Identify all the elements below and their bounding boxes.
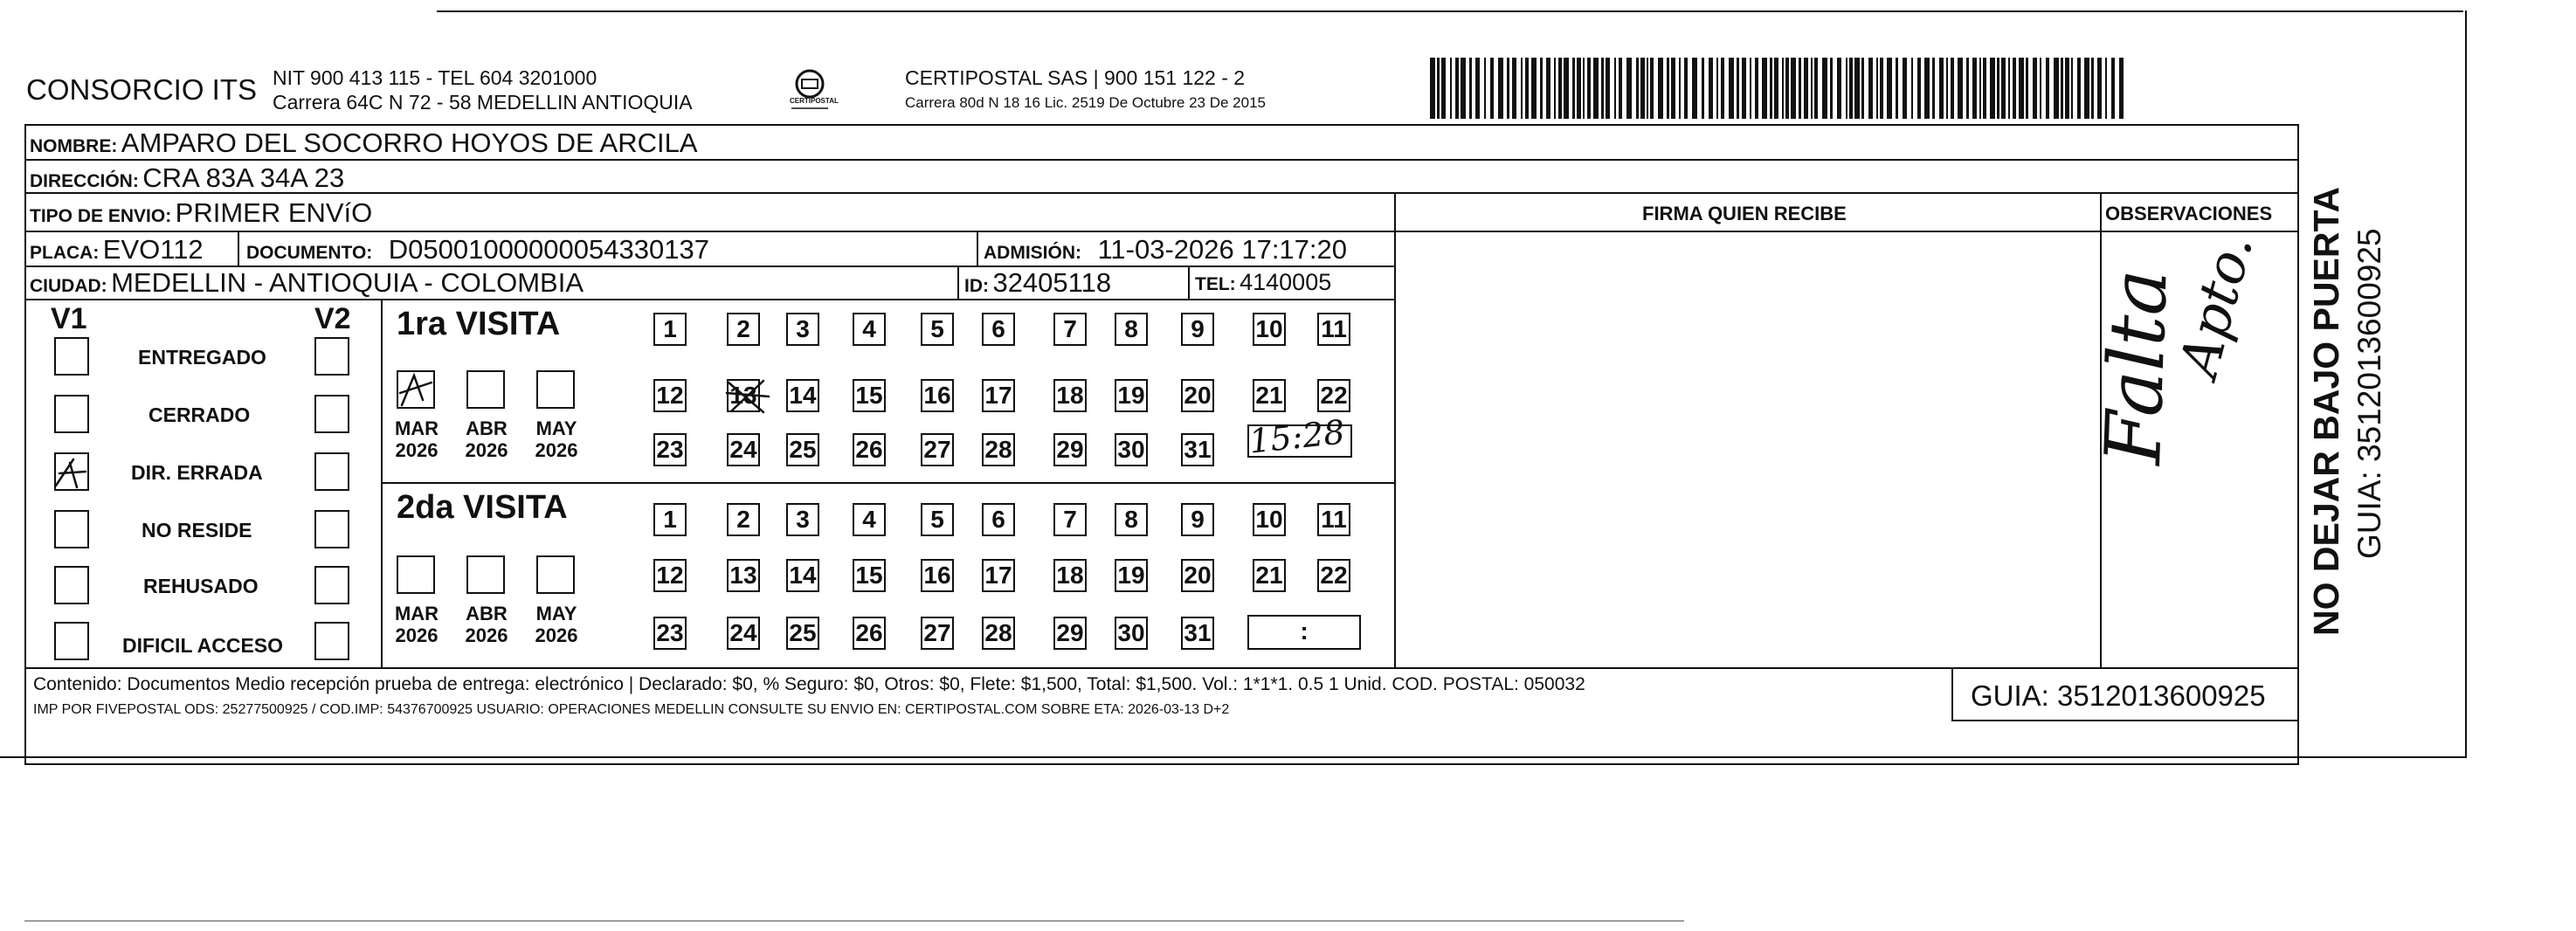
barcode-bar xyxy=(1729,58,1734,119)
visit2-day-26[interactable]: 26 xyxy=(853,617,886,650)
visit2-day-30[interactable]: 30 xyxy=(1115,617,1148,650)
direccion-label: DIRECCIÓN: xyxy=(30,171,139,191)
id-field xyxy=(964,267,1111,299)
visit2-day-25[interactable]: 25 xyxy=(786,617,819,650)
visit1-day-15[interactable]: 15 xyxy=(853,379,886,412)
barcode-bar xyxy=(1966,58,1969,119)
bottom-border-line xyxy=(0,756,2467,758)
barcode-bar xyxy=(1830,58,1833,119)
nombre-label: NOMBRE: xyxy=(30,136,118,156)
barcode-bar xyxy=(1658,58,1663,119)
barcode-bar xyxy=(1990,58,1995,119)
visit1-day-29[interactable]: 29 xyxy=(1053,433,1087,466)
barcode-bar xyxy=(1932,58,1935,119)
status-label-dificil-acceso: DIFICIL ACCESO xyxy=(122,634,284,657)
row-line xyxy=(24,667,2299,669)
visit2-day-23[interactable]: 23 xyxy=(653,617,687,650)
visit2-day-15[interactable]: 15 xyxy=(853,559,886,592)
barcode-bar xyxy=(1721,58,1724,119)
barcode-bar xyxy=(1469,58,1472,119)
barcode-bar xyxy=(1804,58,1808,119)
col-line xyxy=(957,266,959,299)
barcode-bar xyxy=(1626,58,1632,119)
visit2-day-28[interactable]: 28 xyxy=(982,617,1015,650)
barcode-bar xyxy=(1441,58,1446,119)
row-line xyxy=(24,299,1394,300)
v1-checkbox-dificil-acceso[interactable] xyxy=(54,622,89,660)
side-guia-text: GUIA: 3512013600925 xyxy=(2352,228,2387,559)
tel-label: TEL: xyxy=(1195,274,1236,294)
documento-value: D05001000000054330137 xyxy=(388,234,709,265)
visit2-day-4[interactable]: 4 xyxy=(853,503,886,536)
direccion-field xyxy=(30,162,344,194)
visit1-time-handwritten: 15:28 xyxy=(1247,412,1347,461)
visit2-day-13[interactable]: 13 xyxy=(727,559,760,592)
barcode-bar xyxy=(1619,58,1622,119)
barcode-bar xyxy=(2013,58,2016,119)
handwritten-check-mark-icon xyxy=(54,452,89,491)
barcode-bar xyxy=(1430,58,1435,119)
barcode-bar xyxy=(1558,58,1562,119)
barcode-bar xyxy=(1868,58,1873,119)
barcode-bar xyxy=(1911,58,1913,119)
barcode-bar xyxy=(1577,58,1581,119)
barcode-bar xyxy=(1636,58,1639,119)
visit1-day-30[interactable]: 30 xyxy=(1115,433,1148,466)
visit2-day-22[interactable]: 22 xyxy=(1317,559,1350,592)
v1-header: V1 xyxy=(51,302,87,335)
barcode-bar xyxy=(2033,58,2037,119)
barcode-bar xyxy=(1939,58,1944,119)
barcode-bar xyxy=(1774,58,1778,119)
barcode-bar xyxy=(1572,58,1575,119)
visit1-title: 1ra VISITA xyxy=(397,306,561,342)
barcode-bar xyxy=(1903,58,1907,119)
barcode-bar xyxy=(1917,58,1921,119)
visit1-day-25[interactable]: 25 xyxy=(786,433,819,466)
ciudad-value: MEDELLIN - ANTIOQUIA - COLOMBIA xyxy=(111,267,584,298)
guia-box-bottom xyxy=(1951,720,2299,721)
barcode-bar xyxy=(1702,58,1704,119)
barcode-bar xyxy=(1437,58,1440,119)
nombre-value: AMPARO DEL SOCORRO HOYOS DE ARCILA xyxy=(121,128,698,158)
placa-value: EVO112 xyxy=(102,234,204,265)
status-label-entregado: ENTREGADO xyxy=(138,346,266,369)
visit1-day-26[interactable]: 26 xyxy=(853,433,886,466)
barcode-bar xyxy=(1770,58,1772,119)
visit2-day-17[interactable]: 17 xyxy=(982,559,1015,592)
barcode-bar xyxy=(1647,58,1648,119)
barcode-bar xyxy=(2040,58,2041,119)
status-label-dir-errada: DIR. ERRADA xyxy=(131,461,263,484)
barcode-bar xyxy=(1709,58,1713,119)
admision-field xyxy=(984,234,1347,266)
visit2-day-5[interactable]: 5 xyxy=(921,503,954,536)
visit1-day-14[interactable]: 14 xyxy=(786,379,819,412)
company-name: CONSORCIO ITS xyxy=(26,73,258,106)
placa-label: PLACA: xyxy=(30,243,100,263)
visit2-day-7[interactable]: 7 xyxy=(1053,503,1087,536)
visit2-day-18[interactable]: 18 xyxy=(1053,559,1087,592)
visit1-day-1[interactable]: 1 xyxy=(653,313,687,346)
v2-header: V2 xyxy=(314,302,351,335)
visit2-day-3[interactable]: 3 xyxy=(786,503,819,536)
visit1-day-10[interactable]: 10 xyxy=(1253,313,1286,346)
barcode-bar xyxy=(1490,58,1494,119)
visit2-day-27[interactable]: 27 xyxy=(921,617,954,650)
visit1-month-checkbox-mar[interactable] xyxy=(397,370,435,409)
visit2-month-label-abr: ABR 2026 xyxy=(465,603,508,646)
row-line xyxy=(24,159,2299,161)
visit1-day-24[interactable]: 24 xyxy=(727,433,760,466)
barcode-bar xyxy=(1593,58,1599,119)
barcode-bar xyxy=(1498,58,1503,119)
barcode-bar xyxy=(2046,58,2049,119)
barcode-bar xyxy=(2105,58,2107,119)
tipo-envio-field xyxy=(30,197,372,229)
visit1-day-6[interactable]: 6 xyxy=(982,313,1015,346)
barcode-bar xyxy=(2001,58,2006,119)
signature-area[interactable] xyxy=(1398,232,2098,665)
visit2-time-placeholder: : xyxy=(1300,617,1309,645)
barcode-bar xyxy=(1614,58,1616,119)
row-line xyxy=(24,192,2299,194)
barcode-bar xyxy=(1846,58,1847,119)
v2-checkbox-rehusado[interactable] xyxy=(314,566,349,604)
visit1-day-13[interactable]: 13 xyxy=(727,379,760,412)
v1-checkbox-dir-errada[interactable] xyxy=(54,452,89,491)
id-value: 32405118 xyxy=(992,267,1112,298)
barcode-bar xyxy=(1450,58,1452,119)
barcode-bar xyxy=(1951,58,1954,119)
tel-value: 4140005 xyxy=(1240,269,1332,295)
visit2-month-checkbox-may[interactable] xyxy=(536,555,575,594)
barcode-bar xyxy=(1650,58,1654,119)
visit1-day-20[interactable]: 20 xyxy=(1181,379,1214,412)
v1-checkbox-entregado[interactable] xyxy=(54,337,89,376)
ciudad-field xyxy=(30,267,584,299)
v1-checkbox-no-reside[interactable] xyxy=(54,510,89,548)
barcode-bar xyxy=(2091,58,2094,119)
visit1-month-label-mar: MAR 2026 xyxy=(394,417,439,461)
visit2-day-12[interactable]: 12 xyxy=(653,559,687,592)
visit1-day-4[interactable]: 4 xyxy=(853,313,886,346)
visit2-day-29[interactable]: 29 xyxy=(1053,617,1087,650)
barcode-bar xyxy=(1750,58,1751,119)
admision-value: 11-03-2026 17:17:20 xyxy=(1097,234,1348,265)
visit1-day-2[interactable]: 2 xyxy=(727,313,760,346)
barcode-bar xyxy=(1972,58,1977,119)
barcode-bar xyxy=(1484,58,1486,119)
barcode-bar xyxy=(2119,58,2124,119)
visit1-day-28[interactable]: 28 xyxy=(982,433,1015,466)
observaciones-handwriting-line-1: Falta xyxy=(2088,267,2185,466)
placa-field xyxy=(30,234,204,266)
visit2-day-19[interactable]: 19 xyxy=(1115,559,1148,592)
barcode-bar xyxy=(1791,58,1796,119)
documento-label: DOCUMENTO: xyxy=(246,243,373,263)
barcode-bar xyxy=(1684,58,1688,119)
observaciones-handwriting-line-2: Apto. xyxy=(2166,227,2266,383)
visit1-month-checkbox-may[interactable] xyxy=(536,370,575,409)
barcode-bar xyxy=(1546,58,1550,119)
right-border-line xyxy=(2465,10,2467,758)
admision-label: ADMISIÓN: xyxy=(984,243,1081,263)
barcode-bar xyxy=(1876,58,1878,119)
barcode-bar xyxy=(2054,58,2059,119)
visit2-month-label-may: MAY 2026 xyxy=(535,603,578,646)
barcode-bar xyxy=(1997,58,1999,119)
barcode-bar xyxy=(1587,58,1591,119)
certipostal-address: Carrera 80d N 18 16 Lic. 2519 De Octubre 23 De 2015 xyxy=(905,94,1266,111)
barcode-bar xyxy=(1814,58,1818,119)
barcode-bar xyxy=(1716,58,1718,119)
barcode-bar xyxy=(1583,58,1585,119)
barcode-bar xyxy=(1896,58,1898,119)
barcode-bar xyxy=(1762,58,1767,119)
barcode-bar xyxy=(2026,58,2028,119)
visit2-day-1[interactable]: 1 xyxy=(653,503,687,536)
barcode-bar xyxy=(2111,58,2115,119)
barcode-bar xyxy=(1667,58,1669,119)
visit1-month-checkbox-abr[interactable] xyxy=(466,370,505,409)
barcode-bar xyxy=(1979,58,1981,119)
barcode-bar xyxy=(1880,58,1883,119)
visit2-day-16[interactable]: 16 xyxy=(921,559,954,592)
certipostal-logo-icon xyxy=(784,65,835,115)
barcode-bar xyxy=(1692,58,1697,119)
barcode-bar xyxy=(1861,58,1864,119)
visit2-day-14[interactable]: 14 xyxy=(786,559,819,592)
col-line xyxy=(238,231,239,266)
barcode-bar xyxy=(1822,58,1827,119)
v2-checkbox-entregado[interactable] xyxy=(314,337,349,376)
barcode-bar xyxy=(2008,58,2010,119)
visit1-month-label-may: MAY 2026 xyxy=(535,417,578,461)
barcode-bar xyxy=(1837,58,1841,119)
nit-line: NIT 900 413 115 - TEL 604 3201000 xyxy=(273,66,597,89)
v1-checkbox-rehusado[interactable] xyxy=(54,566,89,604)
direccion-value: CRA 83A 34A 23 xyxy=(142,162,345,193)
visit2-day-2[interactable]: 2 xyxy=(727,503,760,536)
nombre-field xyxy=(30,128,698,159)
barcode-bar xyxy=(1737,58,1739,119)
visit1-day-18[interactable]: 18 xyxy=(1053,379,1087,412)
visit2-day-11[interactable]: 11 xyxy=(1317,503,1350,536)
barcode-bar xyxy=(2077,58,2081,119)
visit1-day-5[interactable]: 5 xyxy=(921,313,954,346)
documento-field xyxy=(246,234,709,266)
barcode-bar xyxy=(1679,58,1681,119)
barcode-bar xyxy=(1782,58,1784,119)
barcode-bar xyxy=(1983,58,1986,119)
barcode-bar xyxy=(1601,58,1604,119)
barcode-bar xyxy=(1849,58,1853,119)
side-warning-text: NO DEJAR BAJO PUERTA xyxy=(2306,186,2346,636)
v2-checkbox-no-reside[interactable] xyxy=(314,510,349,548)
visit2-month-label-mar: MAR 2026 xyxy=(394,603,439,646)
barcode-bar xyxy=(2019,58,2024,119)
barcode-bar xyxy=(1455,58,1459,119)
visit1-day-23[interactable]: 23 xyxy=(653,433,687,466)
barcode-bar xyxy=(1507,58,1509,119)
footer-guia: GUIA: 3512013600925 xyxy=(1971,679,2266,712)
v1-checkbox-cerrado[interactable] xyxy=(54,395,89,433)
tipo-envio-label: TIPO DE ENVIO: xyxy=(30,206,172,226)
visit2-day-9[interactable]: 9 xyxy=(1181,503,1214,536)
v2-checkbox-dificil-acceso[interactable] xyxy=(314,622,349,660)
visit2-day-10[interactable]: 10 xyxy=(1253,503,1286,536)
visit1-day-22[interactable]: 22 xyxy=(1317,379,1350,412)
visit1-day-19[interactable]: 19 xyxy=(1115,379,1148,412)
barcode-bar xyxy=(2061,58,2063,119)
footer-contenido: Contenido: Documentos Medio recepción prueba de entrega: electrónico | Declarado: $0, % Seguro: $0, Otros: $0, Flete: $1,500, Total: $1,500. Vol.: 1*1*1. 0.5 1 Unid. COD. POSTAL: 050032 xyxy=(33,674,1585,694)
barcode-bar xyxy=(1742,58,1746,119)
handwritten-check-mark-icon xyxy=(397,370,435,409)
barcode-bar xyxy=(1854,58,1860,119)
barcode-bar xyxy=(1461,58,1466,119)
visit1-day-12[interactable]: 12 xyxy=(653,379,687,412)
handwritten-cross-mark-icon xyxy=(725,377,770,416)
company-address: Carrera 64C N 72 - 58 MEDELLIN ANTIOQUIA xyxy=(273,91,693,114)
barcode-bar xyxy=(1564,58,1569,119)
barcode-bar xyxy=(1946,58,1948,119)
visit1-day-16[interactable]: 16 xyxy=(921,379,954,412)
row-line xyxy=(381,482,1394,484)
col-line xyxy=(1188,266,1190,299)
barcode xyxy=(1430,58,2124,119)
barcode-bar xyxy=(1540,58,1543,119)
visit2-day-21[interactable]: 21 xyxy=(1253,559,1286,592)
visit1-day-21[interactable]: 21 xyxy=(1253,379,1286,412)
ciudad-label: CIUDAD: xyxy=(30,276,107,296)
visit1-day-7[interactable]: 7 xyxy=(1053,313,1087,346)
barcode-bar xyxy=(1521,58,1523,119)
visit2-day-24[interactable]: 24 xyxy=(727,617,760,650)
tel-field xyxy=(1195,269,1331,296)
barcode-bar xyxy=(1475,58,1480,119)
visit1-day-27[interactable]: 27 xyxy=(921,433,954,466)
visit1-day-9[interactable]: 9 xyxy=(1181,313,1214,346)
barcode-bar xyxy=(1958,58,1963,119)
visit1-day-31[interactable]: 31 xyxy=(1181,433,1214,466)
visit2-day-6[interactable]: 6 xyxy=(982,503,1015,536)
barcode-bar xyxy=(1512,58,1516,119)
col-line xyxy=(977,231,978,266)
barcode-bar xyxy=(1671,58,1675,119)
visit1-day-17[interactable]: 17 xyxy=(982,379,1015,412)
certipostal-line: CERTIPOSTAL SAS | 900 151 122 - 2 xyxy=(905,66,1246,89)
footer-imp-line: IMP POR FIVEPOSTAL ODS: 25277500925 / COD.IMP: 54376700925 USUARIO: OPERACIONES MEDELLIN CONSULTE SU ENVIO EN: CERTIPOSTAL.COM SOBRE ETA: 2026-03-13 D+2 xyxy=(33,702,1230,717)
col-line xyxy=(1394,192,1396,667)
barcode-bar xyxy=(1799,58,1801,119)
visit1-day-3[interactable]: 3 xyxy=(786,313,819,346)
visit1-day-11[interactable]: 11 xyxy=(1317,313,1350,346)
status-label-cerrado: CERRADO xyxy=(148,403,251,426)
barcode-bar xyxy=(1531,58,1537,119)
id-label: ID: xyxy=(964,276,989,296)
visit2-day-20[interactable]: 20 xyxy=(1181,559,1214,592)
col-line xyxy=(1951,667,1953,720)
barcode-bar xyxy=(1785,58,1789,119)
barcode-bar xyxy=(1606,58,1610,119)
observaciones-header: OBSERVACIONES xyxy=(2105,203,2273,224)
barcode-bar xyxy=(2084,58,2089,119)
status-label-rehusado: REHUSADO xyxy=(143,575,259,597)
barcode-bar xyxy=(1887,58,1892,119)
barcode-bar xyxy=(1525,58,1529,119)
visit2-day-8[interactable]: 8 xyxy=(1115,503,1148,536)
barcode-bar xyxy=(2071,58,2073,119)
visit1-day-8[interactable]: 8 xyxy=(1115,313,1148,346)
v2-checkbox-cerrado[interactable] xyxy=(314,395,349,433)
visit1-month-label-abr: ABR 2026 xyxy=(465,417,508,461)
visit2-month-checkbox-mar[interactable] xyxy=(397,555,435,594)
visit2-month-checkbox-abr[interactable] xyxy=(466,555,505,594)
barcode-bar xyxy=(1811,58,1813,119)
firma-header: FIRMA QUIEN RECIBE xyxy=(1642,203,1847,224)
barcode-bar xyxy=(2097,58,2102,119)
barcode-bar xyxy=(1755,58,1758,119)
barcode-bar xyxy=(2065,58,2069,119)
visit2-time-box[interactable] xyxy=(1247,615,1361,650)
barcode-bar xyxy=(1924,58,1930,119)
barcode-bar xyxy=(1640,58,1645,119)
tipo-envio-value: PRIMER ENVíO xyxy=(175,197,373,228)
barcode-bar xyxy=(1554,58,1556,119)
status-label-no-reside: NO RESIDE xyxy=(142,519,252,541)
visit2-day-31[interactable]: 31 xyxy=(1181,617,1214,650)
visit2-title: 2da VISITA xyxy=(397,489,568,526)
col-line xyxy=(381,299,383,667)
top-border-line xyxy=(437,10,2463,12)
v2-checkbox-dir-errada[interactable] xyxy=(314,452,349,491)
logo-caption: CERTIPOSTAL xyxy=(790,97,839,105)
